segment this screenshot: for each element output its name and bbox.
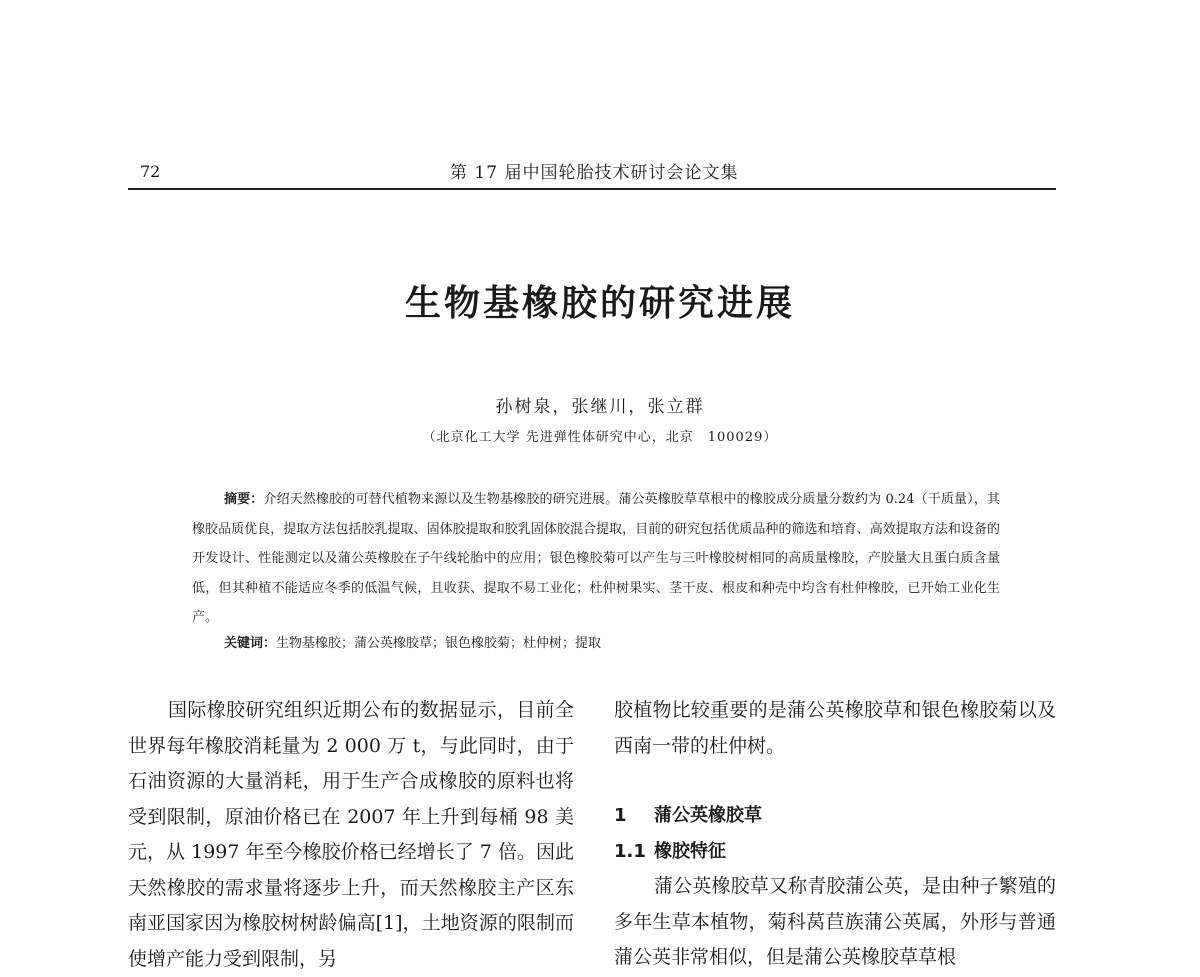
paper-title: 生物基橡胶的研究进展 (404, 283, 795, 324)
page-number: 72 (140, 162, 161, 181)
section-heading-1-1 (614, 837, 726, 863)
abstract-label: 摘要： (224, 492, 264, 507)
section-1-1-number: 1.1 (614, 841, 646, 862)
body-left-column: 国际橡胶研究组织近期公布的数据显示，目前全世界每年橡胶消耗量为 2 000 万 t，与此同时，由于石油资源的大量消耗，用于生产合成橡胶的原料也将受到限制，原油价格已在 2007 年上升到每桶 98 美元，从 1997 年至今橡胶价格已经增长了 7 倍。因此天然橡胶的需求量将逐步上升，而天然橡胶主产区东南亚国家因为橡胶树树龄偏高[1]，土地资源的限制而使增产能力受到限制，另 (128, 699, 574, 970)
section-1-title: 蒲公英橡胶草 (654, 805, 762, 826)
section-1-1-title: 橡胶特征 (654, 841, 726, 862)
keywords-text: 生物基橡胶；蒲公英橡胶草；银色橡胶菊；杜仲树；提取 (276, 636, 602, 651)
abstract (192, 485, 1000, 633)
header-rule (128, 188, 1056, 190)
body-right-column-top: 胶植物比较重要的是蒲公英橡胶草和银色橡胶菊以及西南一带的杜仲树。 (614, 699, 1056, 757)
affiliation: （北京化工大学 先进弹性体研究中心，北京 100029） (422, 430, 778, 445)
section-1-number: 1 (614, 805, 627, 826)
running-title: 第 17 届中国轮胎技术研讨会论文集 (450, 163, 739, 183)
section-heading-1 (614, 801, 762, 827)
abstract-text: 介绍天然橡胶的可替代植物来源以及生物基橡胶的研究进展。蒲公英橡胶草草根中的橡胶成分质量分数约为 0.24（干质量），其橡胶品质优良，提取方法包括胶乳提取、固体胶提取和胶乳固体胶混合提取，目前的研究包括优质品种的筛选和培育、高效提取方法和设备的开发设计、性能测定以及蒲公英橡胶在子午线轮胎中的应用；银色橡胶菊可以产生与三叶橡胶树相同的高质量橡胶，产胶量大且蛋白质含量低，但其种植不能适应冬季的低温气候，且收获、提取不易工业化；杜仲树果实、茎干皮、根皮和种壳中均含有杜仲橡胶，已开始工业化生产。 (192, 492, 1000, 625)
keywords (224, 632, 601, 651)
keywords-label: 关键词： (224, 636, 277, 651)
body-right-column-bottom: 蒲公英橡胶草又称青胶蒲公英，是由种子繁殖的多年生草本植物，菊科莴苣族蒲公英属，外形与普通蒲公英非常相似，但是蒲公英橡胶草草根 (614, 875, 1056, 968)
authors: 孙树泉，张继川，张立群 (495, 397, 705, 417)
